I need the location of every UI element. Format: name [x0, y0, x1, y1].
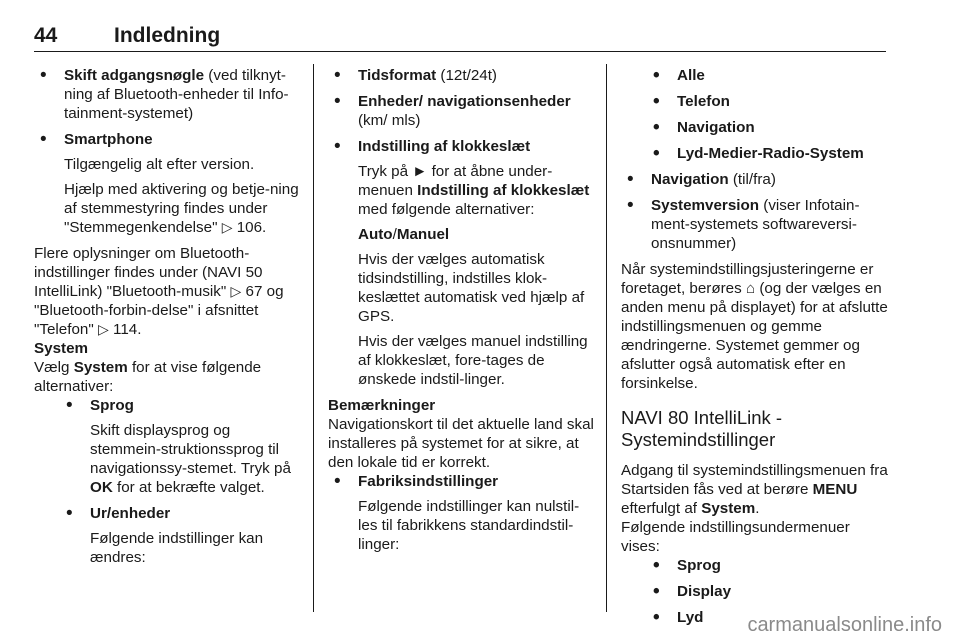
page-reference-icon: ▷: [98, 321, 109, 337]
list-item: • Lyd: [647, 608, 889, 627]
column-divider: [606, 64, 607, 612]
text-bold: System: [701, 500, 756, 517]
item-title: • Ur/enheder: [90, 505, 171, 522]
item-text: (viser Infotain-ment-systemets softwareversi-onsnummer): [651, 197, 860, 252]
item-text: (ved tilknyt-ning af Bluetooth-enheder til Info-tainment-systemet): [64, 67, 289, 122]
list-item: [328, 472, 596, 554]
chapter-title: Indledning: [114, 24, 221, 47]
text-part: for at åbne under-menuen: [358, 163, 553, 199]
item-text: [358, 162, 596, 219]
column-divider: [313, 64, 314, 612]
item-text: Følgende indstillinger kan ændres:: [90, 530, 264, 566]
item-title: Enheder/ navigationsenheder: [358, 93, 571, 110]
text-bold: MENU: [812, 481, 858, 498]
page-reference: 67 og "Bluetooth-forbin-delse" i afsnittet "Telefon": [34, 283, 284, 338]
item-text: Hvis der vælges automatisk tidsindstilling, indstilles klok-keslættet automatisk ved hjælp af GPS.: [358, 251, 585, 325]
item-text: Følgende indstillinger kan nulstil-les til fabrikkens standardindstil-linger:: [358, 498, 580, 553]
list-item: [328, 66, 596, 85]
text-bold: Indstilling af klokkeslæt: [417, 182, 590, 199]
item-title: • Indstilling af klokkeslæt: [358, 138, 531, 155]
list-item: [34, 130, 302, 237]
text-part: med følgende alternativer:: [358, 201, 535, 218]
text-part: Når systemindstillingsjusteringerne er foretaget, berøres: [621, 261, 874, 297]
text-part: Flere oplysninger om Bluetooth-indstillinger findes under (NAVI 50 IntelliLink) "Bluetooth-musik": [34, 245, 263, 300]
list-item: • Navigation: [647, 118, 889, 137]
list-item: [34, 66, 302, 123]
header-rule: [34, 51, 886, 52]
body-paragraph: Følgende indstillingsundermenuer vises:: [621, 519, 850, 555]
item-title: Tidsformat: [358, 67, 437, 84]
text-part: (og der vælges en anden menu på displayet) for at afslutte indstillingsmenuen og gemme ændringerne. Systemet gemmer og afslutter også automatisk efter en forsinkelse.: [621, 280, 888, 392]
text-part: Tryk på: [358, 163, 413, 180]
text-part: efterfulgt af: [621, 500, 702, 517]
option-auto: Auto: [358, 226, 393, 243]
list-item: [621, 196, 889, 253]
item-text: Hvis der vælges manuel indstilling af klokkeslæt, fore-tages de ønskede indstil-linger.: [358, 333, 588, 388]
column-1: [34, 66, 302, 574]
item-text: (km/ mls): [358, 112, 421, 129]
list-item: [328, 92, 596, 130]
item-text: (12t/24t): [436, 67, 497, 84]
item-title: Skift adgangsnøgle: [64, 67, 205, 84]
text-part: .: [755, 500, 760, 517]
column-3: [621, 66, 889, 634]
item-title: Systemversion: [651, 197, 760, 214]
text-part: Adgang til systemindstillingsmenuen fra Startsiden fås ved at berøre: [621, 462, 888, 498]
list-item: • Display: [647, 582, 889, 601]
option-manuel: Manuel: [396, 226, 450, 243]
list-item: [328, 137, 596, 389]
note-heading: Bemærkninger: [328, 397, 436, 414]
text-part: Vælg: [34, 359, 74, 376]
list-item: [621, 170, 889, 189]
item-title: • Smartphone: [64, 131, 153, 148]
text-bold: System: [73, 359, 128, 376]
item-title: • Sprog: [90, 397, 134, 414]
body-paragraph: [34, 244, 302, 339]
item-text: (til/fra): [728, 171, 776, 188]
body-paragraph: [34, 358, 302, 396]
list-item: • Sprog: [647, 556, 889, 575]
page-number: 44: [34, 24, 58, 47]
arrow-right-icon: ►: [412, 163, 428, 180]
item-text: [64, 180, 302, 237]
page-header: [34, 24, 886, 52]
page-reference: 114.: [113, 321, 142, 338]
item-text-part: Hjælp med aktivering og betje-ning af stemmestyring findes under "Stemmegenkendelse": [64, 181, 299, 236]
text-part: for at vise følgende alternativer:: [34, 359, 262, 395]
watermark: carmanualsonline.info: [747, 614, 942, 636]
column-2: [328, 66, 596, 561]
text-part: Skift displaysprog og stemmein-struktionssprog til navigationssy-stemet. Tryk på: [90, 422, 291, 477]
home-icon: ⌂: [745, 280, 756, 297]
list-item: • Alle: [647, 66, 889, 85]
note-text: Navigationskort til det aktuelle land skal installeres på systemet for at sikre, at den lokale tid er korrekt.: [328, 416, 594, 471]
option-auto-manuel: [358, 225, 596, 244]
item-text: [90, 421, 302, 497]
text-part: for at bekræfte valget.: [112, 479, 265, 496]
list-item: [60, 504, 302, 567]
body-paragraph: [621, 260, 889, 393]
option-separator: /: [392, 226, 397, 243]
item-text: Tilgængelig alt efter version.: [64, 156, 255, 173]
page-reference: 106.: [236, 219, 267, 236]
page-reference-icon: ▷: [221, 219, 233, 235]
item-title: • Fabriksindstillinger: [358, 473, 499, 490]
page-reference-icon: ▷: [230, 283, 242, 299]
subheading-system: System: [34, 340, 89, 357]
list-item: • Lyd-Medier-Radio-System: [647, 144, 889, 163]
text-bold: OK: [90, 479, 113, 496]
section-heading: NAVI 80 IntelliLink - Systemindstillinger: [621, 407, 783, 450]
list-item: [60, 396, 302, 497]
list-item: • Telefon: [647, 92, 889, 111]
item-title: Navigation: [651, 171, 729, 188]
body-paragraph: [621, 461, 889, 518]
